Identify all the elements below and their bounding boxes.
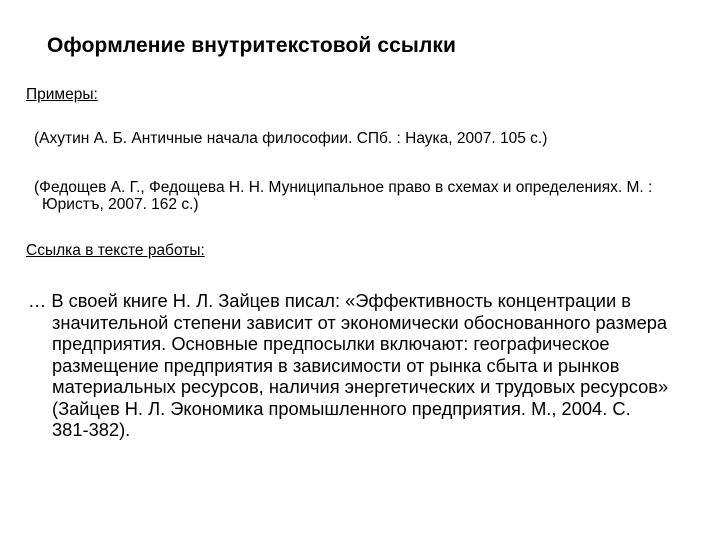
quote-paragraph: … В своей книге Н. Л. Зайцев писал: «Эффективность концентрации в значительной степени зависит от экономически обоснованного размера предприятия. Основные предпосылки включают: географическое размещение предприятия в зависимости от рынка сбыта и рынков материальных ресурсов, наличия энергетических и трудовых ресурсов» (Зайцев Н. Л. Экономика промышленного предприятия. М., 2004. С. 381‑382).: [28, 290, 669, 440]
slide-title: Оформление внутритекстовой ссылки: [47, 34, 457, 57]
in-text-label: Ссылка в тексте работы:: [26, 242, 205, 259]
example-citation-2: (Федощев А. Г., Федощева Н. Н. Муниципальное право в схемах и определениях. М. : Юристъ, 2007. 162 с.): [34, 179, 653, 213]
example-citation-1: (Ахутин А. Б. Античные начала философии. СПб. : Наука, 2007. 105 с.): [34, 130, 548, 147]
examples-label: Примеры:: [26, 86, 98, 103]
